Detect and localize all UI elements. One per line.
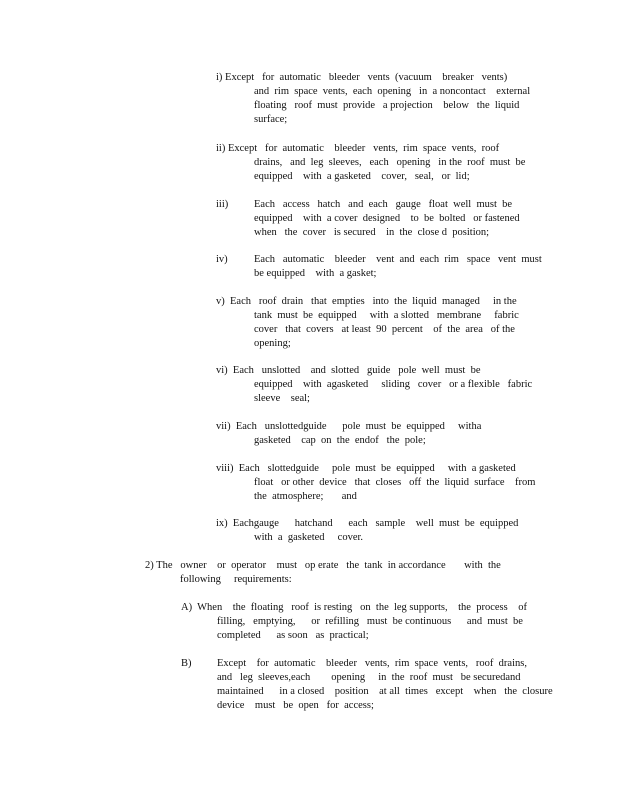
text-line: and rim space vents, each opening in a noncontact external: [254, 86, 531, 97]
text-line: sleeve seal;: [254, 393, 310, 404]
list-item-b: [181, 657, 551, 713]
text-line: viii) Each slottedguide pole must be equipped with a gasketed: [216, 463, 516, 474]
list-item-viii: [216, 462, 546, 504]
text-line: opening;: [254, 338, 291, 349]
list-marker: B): [181, 658, 192, 669]
list-item-vii: [216, 420, 546, 448]
text-line: floating roof must provide a projection below the liquid: [254, 100, 520, 111]
text-line: A) When the floating roof is resting on the leg supports, the process of: [181, 602, 527, 613]
text-line: i) Except for automatic bleeder vents (vacuum breaker vents): [216, 72, 508, 83]
text-line: following requirements:: [180, 574, 292, 585]
text-line: tank must be equipped with a slotted membrane fabric: [254, 310, 519, 321]
text-line: ix) Eachgauge hatchand each sample well must be equipped: [216, 518, 519, 529]
text-line: the atmosphere; and: [254, 491, 357, 502]
list-item-ii: [216, 142, 546, 184]
text-line: vii) Each unslottedguide pole must be equipped witha: [216, 421, 482, 432]
text-line: gasketed cap on the endof the pole;: [254, 435, 426, 446]
list-item-ix: [216, 517, 546, 545]
text-line: drains, and leg sleeves, each opening in the roof must be: [254, 157, 526, 168]
text-line: ii) Except for automatic bleeder vents, rim space vents, roof: [216, 143, 500, 154]
text-line: equipped with a gasketed cover, seal, or lid;: [254, 171, 470, 182]
text-line: maintained in a closed position at all times except when the closure: [217, 686, 553, 697]
list-item-i: [216, 71, 546, 127]
text-line: Each automatic bleeder vent and each rim space vent must: [254, 254, 542, 265]
text-line: float or other device that closes off the liquid surface from: [254, 477, 536, 488]
numbered-item-2: [145, 559, 505, 587]
text-line: equipped with a cover designed to be bolted or fastened: [254, 213, 520, 224]
list-item-iv: [216, 253, 546, 281]
list-item-v: [216, 295, 546, 351]
text-line: vi) Each unslotted and slotted guide pole well must be: [216, 365, 481, 376]
text-line: filling, emptying, or refilling must be continuous and must be: [217, 616, 523, 627]
text-line: surface;: [254, 114, 288, 125]
text-line: device must be open for access;: [217, 700, 374, 711]
text-line: Each access hatch and each gauge float well must be: [254, 199, 513, 210]
text-line: with a gasketed cover.: [254, 532, 364, 543]
text-line: v) Each roof drain that empties into the liquid managed in the: [216, 296, 517, 307]
text-line: when the cover is secured in the close d position;: [254, 227, 490, 238]
list-item-a: [181, 601, 551, 643]
text-line: be equipped with a gasket;: [254, 268, 377, 279]
text-line: cover that covers at least 90 percent of the area of the: [254, 324, 515, 335]
text-line: Except for automatic bleeder vents, rim space vents, roof drains,: [217, 658, 527, 669]
text-line: 2) The owner or operator must op erate the tank in accordance with the: [145, 560, 501, 571]
text-line: completed as soon as practical;: [217, 630, 369, 641]
list-marker: iii): [216, 199, 229, 210]
list-item-vi: [216, 364, 546, 406]
list-marker: iv): [216, 254, 228, 265]
text-line: equipped with agasketed sliding cover or a flexible fabric: [254, 379, 533, 390]
list-item-iii: [216, 198, 546, 240]
text-line: and leg sleeves,each opening in the roof must be securedand: [217, 672, 521, 683]
